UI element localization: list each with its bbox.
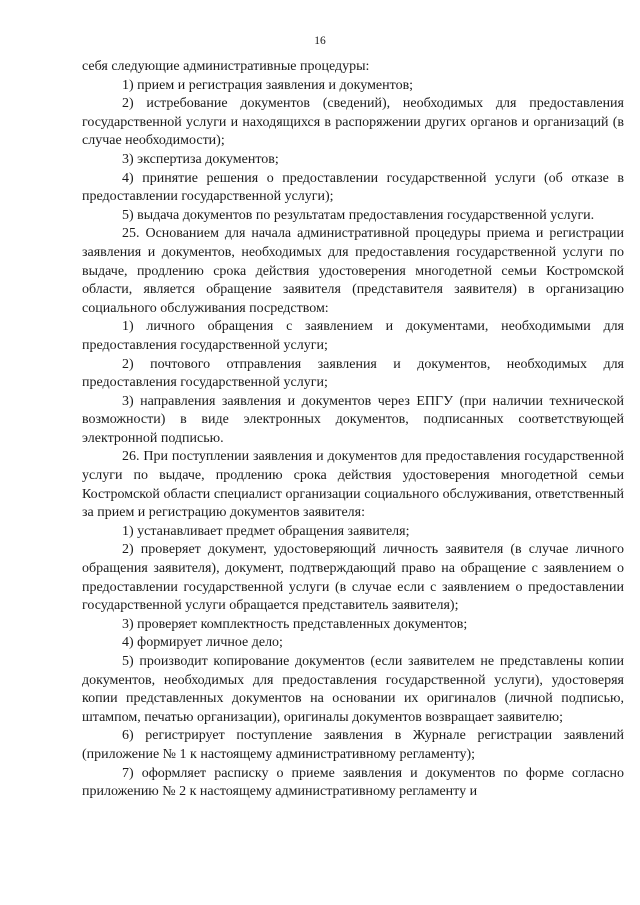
paragraph: 5) производит копирование документов (если заявителем не представлены копии документов, необходимых для предоставления государственной услуги), удостоверяя копии представленных документов на основании их оригиналов (личной подписью, штампом, печатью организации), оригиналы документов возвращает заявителю; [82,654,624,725]
paragraph: 4) формирует личное дело; [122,635,283,651]
paragraph: 3) направления заявления и документов через ЕПГУ (при наличии технической возможности) в виде электронных документов, подписанных соответствующей электронной подписью. [82,393,624,446]
paragraph: 3) экспертиза документов; [122,151,279,167]
paragraph: 1) личного обращения с заявлением и документами, необходимыми для предоставления государственной услуги; [82,319,624,353]
paragraph: 4) принятие решения о предоставлении государственной услуги (об отказе в предоставлении государственной услуги); [82,170,624,205]
page-number: 16 [314,35,326,47]
paragraph: 1) устанавливает предмет обращения заявителя; [122,523,410,539]
paragraph: 2) истребование документов (сведений), необходимых для предоставления государственной услуги и находящихся в распоряжении других органов и организаций (в случае необходимости); [82,96,624,149]
paragraph: 2) почтового отправления заявления и документов, необходимых для предоставления государственной услуги; [82,356,624,391]
paragraph: 3) проверяет комплектность представленных документов; [122,616,468,632]
paragraph: 6) регистрирует поступление заявления в Журнале регистрации заявлений (приложение № 1 к настоящему административному регламенту); [82,728,624,762]
document-body [82,58,624,802]
paragraph: 25. Основанием для начала административной процедуры приема и регистрации заявления и документов, необходимых для предоставления государственной услуги по выдаче, продлению срока действия удостоверения многодетной семьи Костромской области, является обращение заявителя (представителя заявителя) в организацию социального обслуживания посредством: [82,226,624,316]
paragraph: 7) оформляет расписку о приеме заявления и документов по форме согласно приложению № 2 к настоящему административному регламенту и [82,765,624,800]
paragraph: 1) прием и регистрация заявления и документов; [122,77,414,93]
paragraph: себя следующие административные процедуры: [82,59,370,74]
paragraph: 2) проверяет документ, удостоверяющий личность заявителя (в случае личного обращения заявителя), документ, подтверждающий право на обращение с заявлением о предоставлении государственной услуги (в случае если с заявлением о предоставлении государственной услуги обращается представитель заявителя); [82,542,624,614]
paragraph: 26. При поступлении заявления и документов для предоставления государственной услуги по выдаче, продлению срока действия удостоверения многодетной семьи Костромской области специалист организации социального обслуживания, ответственный за прием и регистрацию документов заявителя: [82,449,624,521]
paragraph: 5) выдача документов по результатам предоставления государственной услуги. [122,207,595,223]
